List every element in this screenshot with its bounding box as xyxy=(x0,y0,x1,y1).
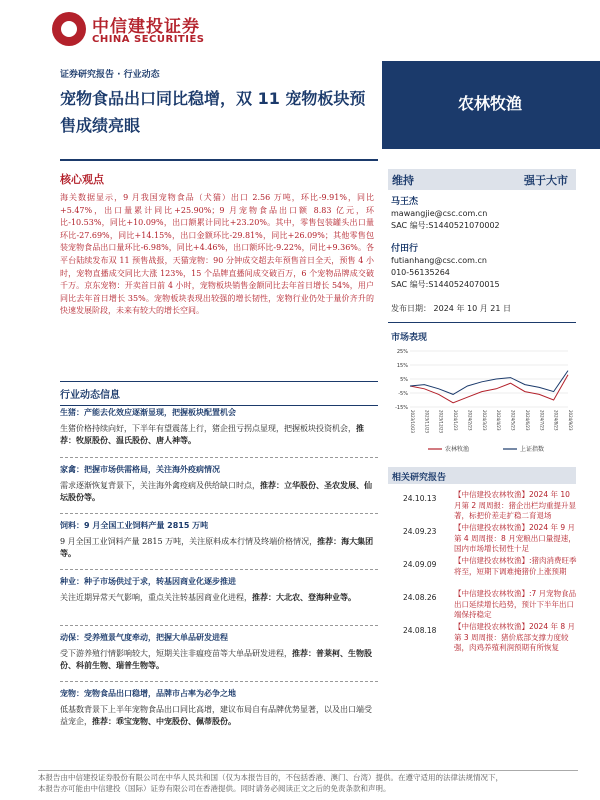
market-performance-chart xyxy=(388,345,578,460)
footer-disclaimer xyxy=(38,772,598,794)
footer-divider xyxy=(38,770,578,771)
item-rec-label: 推荐： xyxy=(317,536,342,546)
dynamics-item-hog xyxy=(60,407,374,448)
rating-action: 维持 xyxy=(392,174,414,187)
analyst-sac: SAC 编号:S1440524070015 xyxy=(391,280,500,289)
x-tick-label: 2024/4/23 xyxy=(496,410,502,431)
item-rec: 大北农、登海种业等。 xyxy=(276,592,356,602)
logo-english-name: CHINA SECURITIES xyxy=(92,34,205,45)
item-divider xyxy=(60,513,378,514)
item-title: 饲料：9 月全国工业饲料产量 2815 万吨 xyxy=(60,521,209,530)
x-tick-label: 2024/7/23 xyxy=(539,410,545,431)
market-heading: 市场表现 xyxy=(391,333,428,343)
related-heading: 相关研究报告 xyxy=(388,467,576,484)
item-divider xyxy=(60,625,378,626)
logo-chinese-name: 中信建投证券 xyxy=(92,17,200,37)
sidebar-divider xyxy=(388,322,576,323)
related-date: 24.08.18 xyxy=(403,626,437,635)
x-tick-label: 2024/2/23 xyxy=(467,410,473,431)
x-tick-label: 2024/3/23 xyxy=(481,410,487,431)
dynamics-item-animal-health xyxy=(60,632,374,673)
x-tick-label: 2023/11/23 xyxy=(424,410,430,434)
y-tick-label: 5% xyxy=(400,377,408,383)
related-report[interactable] xyxy=(391,556,581,592)
item-body: 关注近期异常天气影响，重点关注转基因商业化进程， xyxy=(60,592,252,602)
y-tick-label: -15% xyxy=(395,405,408,411)
analyst-email: mawangjie@csc.com.cn xyxy=(391,209,488,218)
analyst-sac: SAC 编号:S1440521070002 xyxy=(391,221,500,230)
related-report[interactable] xyxy=(391,523,581,559)
analyst-card xyxy=(391,243,581,291)
x-tick-label: 2023/10/23 xyxy=(410,410,415,434)
publish-date: 发布日期： 2024 年 10 月 21 日 xyxy=(391,304,511,313)
report-kicker: 证券研究报告 · 行业动态 xyxy=(60,70,160,80)
item-rec: 立华股份、圣农发展、仙坛股份等。 xyxy=(60,480,372,503)
item-body: 9 月全国工业饲料产量 2815 万吨，关注原料成本行情及终端价格情况， xyxy=(60,536,318,546)
item-title: 宠物：宠物食品出口稳增，品牌市占率为必争之地 xyxy=(60,689,236,698)
analyst-name: 马王杰 xyxy=(391,197,419,207)
rating-bar xyxy=(388,169,576,190)
x-tick-label: 2024/9/23 xyxy=(568,410,573,431)
item-body: 受下游养殖行情影响较大，短期关注非瘟疫苗等大单品研发进程， xyxy=(60,648,292,658)
item-rec-label: 推荐： xyxy=(60,423,364,446)
x-tick-label: 2024/8/23 xyxy=(553,410,559,431)
dynamics-heading: 行业动态信息 xyxy=(60,381,378,406)
related-title[interactable]: 【中信建投农林牧渔】:7 月宠物食品出口延续增长趋势，预计下半年出口端保持稳定 xyxy=(454,589,577,619)
core-heading: 核心观点 xyxy=(60,173,104,186)
related-report[interactable] xyxy=(391,589,581,625)
analyst-email: futianhang@csc.com.cn xyxy=(391,256,487,265)
report-title: 宠物食品出口同比稳增，双 11 宠物板块预售成绩亮眼 xyxy=(60,89,366,135)
core-text: 海关数据显示，9 月我国宠物食品（犬猫）出口 2.56 万吨，环比-9.91%，同比+5.47%，出口量累计同比+25.90%；9 月宠物食品出口额 8.83 亿元，环比-10.53%，同比+10.09%，出口额累计同比+23.20%。其中，零售包装罐头出口量环比-27.69%，同比+14.15%，出口金额环比-29.81%，同比+26.09%；其他零售包装宠物食品出口量环比-6.98%，同比+4.46%，出口额环比-9.22%，同比+9.36%。各平台陆续发布双 11 预售战报，天猫宠物：90 分钟成交超去年预售首日全天，预售 4 小时，宠物直播成交同比大涨 123%，15 个品牌直播间成交破百万，6 个宠物品牌成交破千万。京东宠物：开卖首日前 4 小时，宠物板块销售金额同比去年首日增长 54%，用户同比去年首日增长 35%。宠物板块表现出较强的增长韧性，宠物行业仍处于量价齐升的快速发展阶段，未来有较大的增长空间。 xyxy=(60,193,374,316)
related-report[interactable] xyxy=(391,622,581,658)
item-title: 动保：受养殖景气度牵动，把握大单品研发进程 xyxy=(60,633,228,642)
dynamics-item-pet xyxy=(60,688,374,729)
item-divider xyxy=(60,569,378,570)
y-tick-label: 25% xyxy=(396,349,408,355)
item-title: 家禽：把握市场供需格局，关注海外疫病情况 xyxy=(60,465,220,474)
item-body: 需求逐渐恢复背景下，关注海外禽疫病及供给缺口时点， xyxy=(60,480,260,490)
item-rec-label: 推荐： xyxy=(92,717,116,727)
item-rec: 普莱柯、生物股份、科前生物、瑞普生物等。 xyxy=(60,648,372,671)
related-title[interactable]: 【中信建投农林牧渔】:猪肉消费旺季将至，短期下调难掩猪价上涨预期 xyxy=(454,556,577,576)
title-divider xyxy=(60,159,378,161)
footer-line-2: 本报告亦可能由中信建投（国际）证券有限公司在香港提供。同时请务必阅读正文之后的免责条款和声明。 xyxy=(38,784,391,793)
rating-value: 强于大市 xyxy=(524,174,568,187)
item-rec-label: 推荐： xyxy=(252,592,276,602)
sector-label: 农林牧渔 xyxy=(458,94,523,113)
x-tick-label: 2023/12/23 xyxy=(438,410,444,434)
item-title: 生猪：产能去化效应逐渐显现，把握板块配置机会 xyxy=(60,408,236,417)
x-tick-label: 2024/6/23 xyxy=(524,410,530,431)
related-report[interactable] xyxy=(391,490,581,526)
item-rec-label: 推荐： xyxy=(292,648,316,658)
logo-mark-icon xyxy=(52,12,86,46)
legend-label: 农林牧渔 xyxy=(445,446,470,453)
item-divider xyxy=(60,681,378,682)
item-body: 低基数背景下上半年宠物食品出口同比高增，建议布局自有品牌优势显著，以及出口端受益宠企， xyxy=(60,704,372,727)
item-rec: 牧原股份、温氏股份、唐人神等。 xyxy=(76,436,196,446)
item-title: 种业：种子市场供过于求，转基因商业化逐步推进 xyxy=(60,577,236,586)
item-body: 生猪价格持续向好，下半年有望震荡上行，猪企扭亏拐点显现，把握板块投资机会， xyxy=(60,423,356,433)
related-date: 24.08.26 xyxy=(403,593,437,602)
dynamics-item-seed xyxy=(60,576,374,604)
company-logo xyxy=(52,10,222,52)
series-line xyxy=(410,371,568,395)
related-title[interactable]: 【中信建投农林牧渔】2024 年 9 月第 4 周周报：8 月宠粮出口量提速，国内市场增长韧性十足 xyxy=(454,523,576,553)
dynamics-item-feed xyxy=(60,520,374,561)
related-title[interactable]: 【中信建投农林牧渔】2024 年 8 月第 3 周周报：猪价底部支撑力度较强，肉鸡养殖利润预期有所恢复 xyxy=(454,622,576,652)
related-date: 24.09.09 xyxy=(403,560,437,569)
sector-banner xyxy=(382,61,600,149)
x-tick-label: 2024/1/23 xyxy=(453,410,459,431)
legend-label: 上证指数 xyxy=(520,446,545,453)
related-date: 24.10.13 xyxy=(403,494,437,503)
y-tick-label: -5% xyxy=(398,391,408,397)
analyst-name: 付田行 xyxy=(391,244,419,254)
footer-line-1: 本报告由中信建投证券股份有限公司在中华人民共和国（仅为本报告目的，不包括香港、澳门、台湾）提供。在遵守适用的法律法规情况下， xyxy=(38,773,503,782)
dynamics-item-poultry xyxy=(60,464,374,505)
related-title[interactable]: 【中信建投农林牧渔】2024 年 10 月第 2 周周报：猪企出栏均重提升显著，标把价差走扩稳二育退场 xyxy=(454,490,577,520)
x-tick-label: 2024/5/23 xyxy=(510,410,516,431)
analyst-phone: 010-56135264 xyxy=(391,268,450,277)
analyst-card xyxy=(391,196,581,232)
related-date: 24.09.23 xyxy=(403,527,437,536)
item-divider xyxy=(60,457,378,458)
item-rec: 海大集团等。 xyxy=(60,536,374,559)
y-tick-label: 15% xyxy=(396,363,408,369)
item-rec-label: 推荐： xyxy=(260,480,284,490)
item-rec: 乖宝宠物、中宠股份、佩蒂股份。 xyxy=(116,717,236,727)
